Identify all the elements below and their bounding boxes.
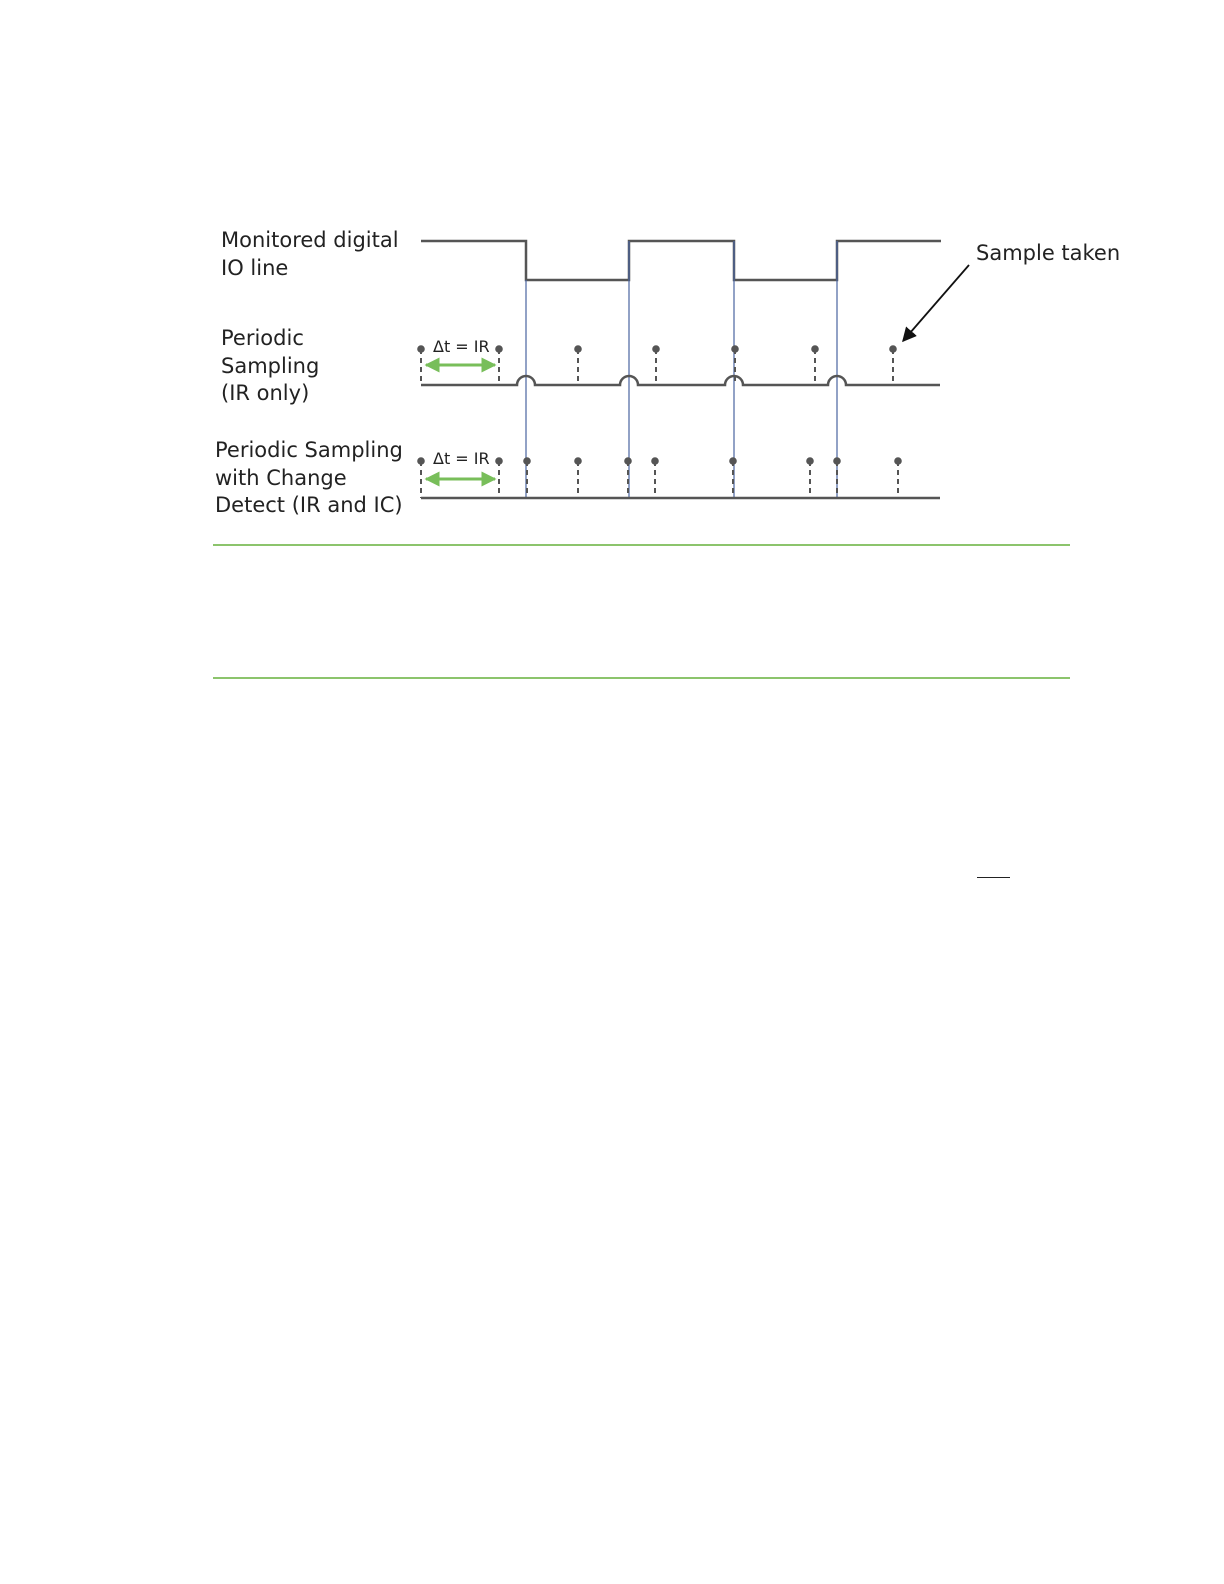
sample-marker	[417, 457, 425, 465]
sample-marker	[417, 345, 425, 353]
io-line-waveform	[421, 241, 941, 280]
sample-marker	[731, 345, 739, 353]
sample-marker	[811, 345, 819, 353]
sample-marker	[889, 345, 897, 353]
sample-marker	[729, 457, 737, 465]
divider-line	[213, 544, 1070, 546]
sample-taken-arrow	[903, 265, 969, 341]
row3-interval-label: Δt = IR	[433, 449, 490, 468]
timing-diagram	[0, 0, 1224, 560]
divider-line	[213, 677, 1070, 679]
sample-marker	[495, 345, 503, 353]
sample-marker	[574, 457, 582, 465]
row1-label: Monitored digital IO line	[221, 228, 399, 280]
sample-marker	[495, 457, 503, 465]
sample-marker	[651, 457, 659, 465]
sample-marker	[523, 457, 531, 465]
sample-marker	[894, 457, 902, 465]
sample-marker	[574, 345, 582, 353]
row3-label: Periodic Sampling with Change Detect (IR and IC)	[215, 438, 403, 517]
sample-taken-label: Sample taken	[976, 241, 1121, 265]
sample-marker	[806, 457, 814, 465]
sample-marker	[652, 345, 660, 353]
sample-marker	[624, 457, 632, 465]
row2-interval-label: Δt = IR	[433, 337, 490, 356]
row2-label: Periodic Sampling (IR only)	[221, 326, 320, 405]
short-rule	[977, 877, 1010, 878]
sample-marker	[833, 457, 841, 465]
